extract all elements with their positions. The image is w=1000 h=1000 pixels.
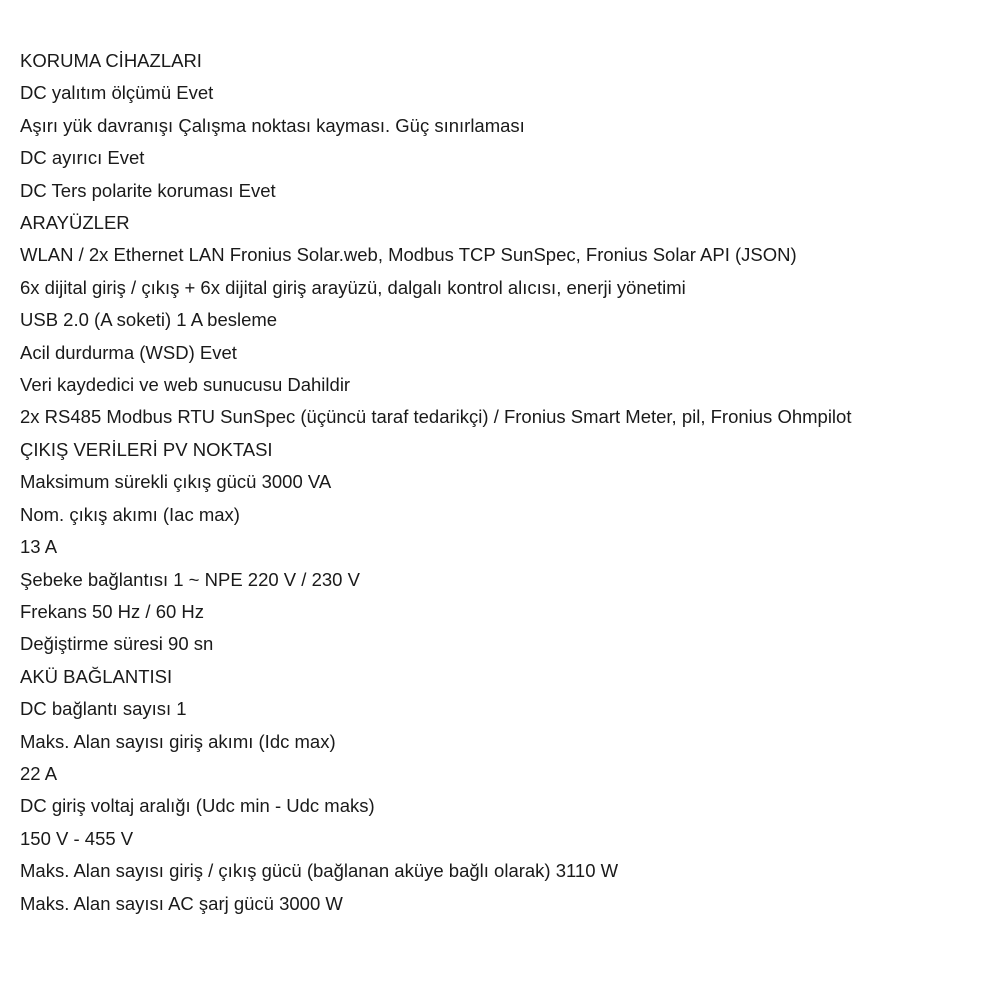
- spec-line: Maks. Alan sayısı giriş / çıkış gücü (bağlanan aküye bağlı olarak) 3110 W: [20, 860, 619, 882]
- spec-line: Acil durdurma (WSD) Evet: [20, 341, 237, 363]
- spec-line: DC bağlantı sayısı 1: [20, 698, 187, 720]
- spec-list: [20, 45, 1000, 920]
- spec-line: WLAN / 2x Ethernet LAN Fronius Solar.web, Modbus TCP SunSpec, Fronius Solar API (JSON): [20, 244, 797, 266]
- spec-line: Maksimum sürekli çıkış gücü 3000 VA: [20, 471, 332, 493]
- spec-line: DC giriş voltaj aralığı (Udc min - Udc maks): [20, 795, 375, 817]
- spec-line: 6x dijital giriş / çıkış + 6x dijital giriş arayüzü, dalgalı kontrol alıcısı, enerji yönetimi: [20, 276, 686, 298]
- spec-line: Aşırı yük davranışı Çalışma noktası kayması. Güç sınırlaması: [20, 114, 525, 136]
- spec-line: USB 2.0 (A soketi) 1 A besleme: [20, 309, 278, 331]
- spec-line: Veri kaydedici ve web sunucusu Dahildir: [20, 374, 351, 396]
- spec-line: Frekans 50 Hz / 60 Hz: [20, 600, 205, 622]
- spec-line: Değiştirme süresi 90 sn: [20, 633, 214, 655]
- spec-line: 22 A: [20, 762, 58, 784]
- spec-line: DC ayırıcı Evet: [20, 147, 145, 169]
- section-heading-protection: KORUMA CİHAZLARI: [20, 50, 202, 71]
- spec-line: DC yalıtım ölçümü Evet: [20, 82, 214, 104]
- spec-line: 2x RS485 Modbus RTU SunSpec (üçüncü taraf tedarikçi) / Fronius Smart Meter, pil, Fronius Ohmpilot: [20, 406, 852, 428]
- section-heading-pv-output: ÇIKIŞ VERİLERİ PV NOKTASI: [20, 438, 273, 460]
- spec-line: Şebeke bağlantısı 1 ~ NPE 220 V / 230 V: [20, 568, 360, 590]
- section-heading-battery: AKÜ BAĞLANTISI: [20, 665, 173, 687]
- spec-line: DC Ters polarite koruması Evet: [20, 179, 276, 201]
- spec-line: 150 V - 455 V: [20, 827, 134, 849]
- spec-line: Nom. çıkış akımı (Iac max): [20, 503, 240, 525]
- spec-line: Maks. Alan sayısı AC şarj gücü 3000 W: [20, 892, 343, 914]
- spec-line: Maks. Alan sayısı giriş akımı (Idc max): [20, 730, 336, 752]
- spec-line: 13 A: [20, 536, 58, 558]
- section-heading-interfaces: ARAYÜZLER: [20, 212, 130, 234]
